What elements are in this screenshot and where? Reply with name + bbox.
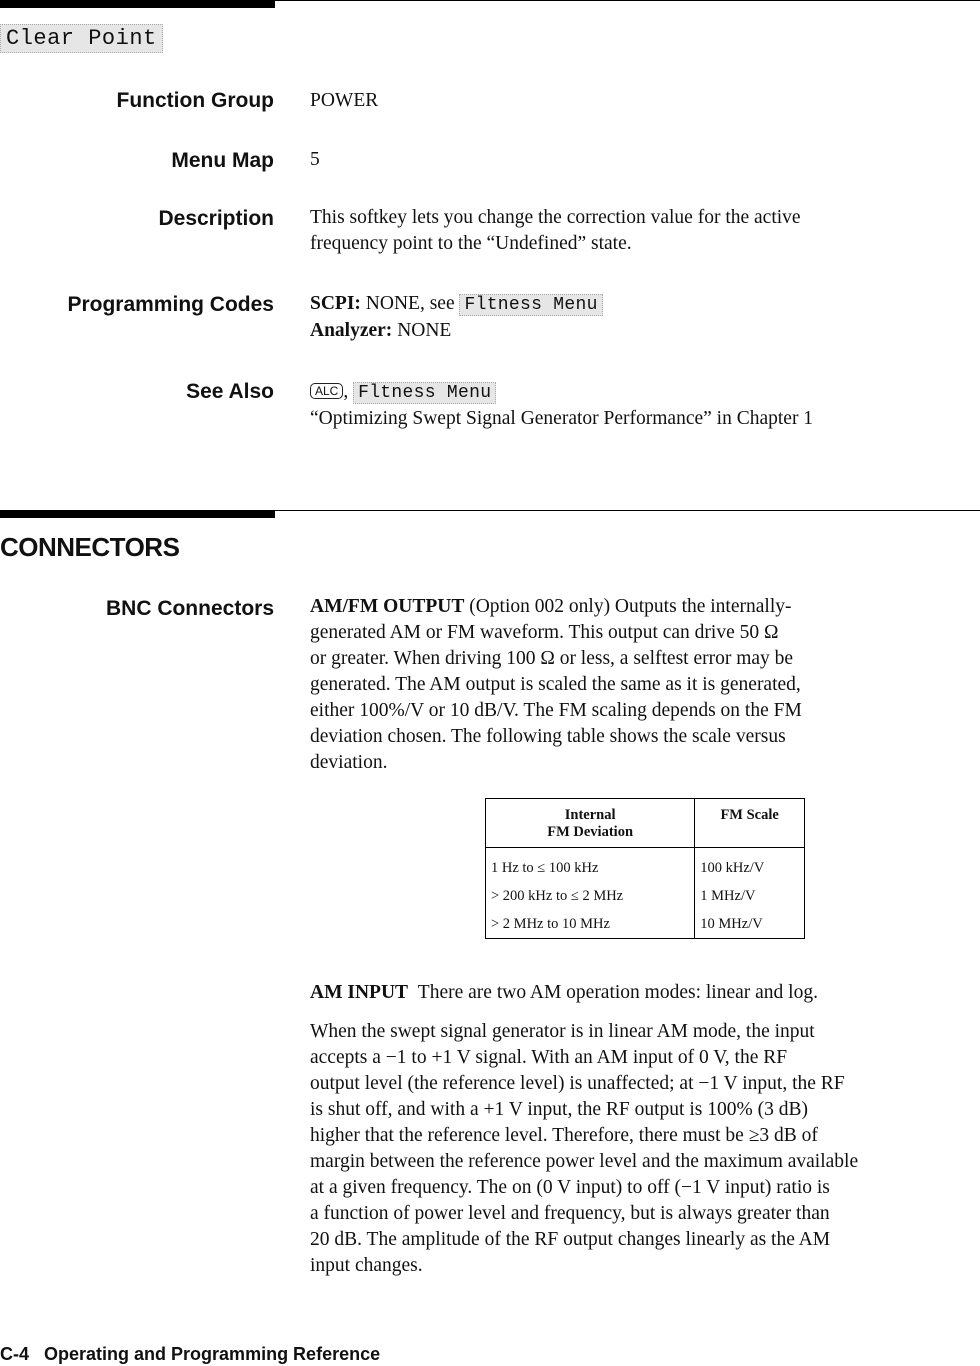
paragraph-line: output level (the reference level) is unaffected; at −1 V input, the RF — [310, 1073, 845, 1094]
scpi-value: NONE, see — [365, 293, 455, 314]
scpi-label: SCPI: — [310, 293, 361, 314]
see-also-reference: “Optimizing Swept Signal Generator Performance” in Chapter 1 — [310, 408, 814, 429]
description-label: Description — [158, 207, 274, 230]
am-input-heading-line — [310, 980, 818, 1006]
see-also-label: See Also — [186, 380, 274, 403]
programming-codes-label: Programming Codes — [67, 293, 274, 316]
table-cell: > 2 MHz to 10 MHz — [491, 915, 610, 932]
paragraph-line: is shut off, and with a +1 V input, the RF output is 100% (3 dB) — [310, 1099, 808, 1120]
am-input-heading: AM INPUT — [310, 982, 409, 1003]
table-cell: 1 Hz to ≤ 100 kHz — [491, 859, 599, 876]
paragraph-line: either 100%/V or 10 dB/V. The FM scaling depends on the FM — [310, 700, 802, 721]
section-rule-thin — [275, 510, 980, 511]
paragraph-line: deviation chosen. The following table shows the scale versus — [310, 726, 786, 747]
paragraph-line: generated AM or FM waveform. This output can drive 50 Ω — [310, 622, 779, 643]
table-row — [486, 910, 805, 939]
am-fm-output-paragraph — [310, 594, 802, 776]
table-cell: > 200 kHz to ≤ 2 MHz — [491, 887, 624, 904]
alc-hardkey: ALC — [310, 383, 343, 399]
paragraph-line: deviation. — [310, 752, 388, 773]
table-row — [486, 848, 805, 883]
programming-codes-text — [310, 291, 603, 344]
table-cell: 1 MHz/V — [695, 882, 805, 910]
paragraph-line: (Option 002 only) Outputs the internally- — [464, 596, 792, 617]
description-line: This softkey lets you change the correction value for the active — [310, 207, 801, 228]
table-cell: 100 kHz/V — [695, 848, 805, 883]
paragraph-line: higher that the reference level. Therefore, there must be ≥3 dB of — [310, 1125, 818, 1146]
menu-map-label: Menu Map — [171, 149, 274, 172]
function-group-value: POWER — [310, 90, 379, 111]
top-rule-thin — [275, 0, 980, 1]
menu-map-value: 5 — [310, 149, 320, 170]
description-text — [310, 205, 801, 257]
paragraph-line: a function of power level and frequency, but is always greater than — [310, 1203, 830, 1224]
table-cell: 10 MHz/V — [695, 910, 805, 939]
top-rule-thick — [0, 0, 275, 8]
am-input-paragraph — [310, 1019, 858, 1279]
paragraph-line: accepts a −1 to +1 V signal. With an AM input of 0 V, the RF — [310, 1047, 788, 1068]
analyzer-value: NONE — [397, 320, 452, 341]
bnc-connectors-label: BNC Connectors — [105, 597, 274, 620]
page-number: C-4 — [0, 1344, 30, 1364]
table-header-scale: FM Scale — [695, 799, 805, 848]
table-row — [486, 882, 805, 910]
analyzer-label: Analyzer: — [310, 320, 393, 341]
paragraph-line: margin between the reference power level and the maximum available — [310, 1151, 859, 1172]
page-footer — [0, 1344, 380, 1365]
am-input-intro: There are two AM operation modes: linear and log. — [417, 982, 818, 1003]
softkey-title: Clear Point — [0, 24, 163, 53]
am-fm-output-heading: AM/FM OUTPUT — [310, 596, 465, 617]
description-line: frequency point to the “Undefined” state. — [310, 233, 632, 254]
fm-scale-table — [485, 798, 805, 939]
footer-title: Operating and Programming Reference — [44, 1344, 381, 1364]
paragraph-line: or greater. When driving 100 Ω or less, a selftest error may be — [310, 648, 794, 669]
fltness-menu-softkey: Fltness Menu — [353, 382, 496, 404]
function-group-label: Function Group — [116, 89, 274, 112]
see-also-text: ALC , Fltness Menu “Optimizing Swept Signal Generator Performance” in Chapter 1 — [310, 378, 813, 432]
table-header-deviation: Internal FM Deviation — [547, 807, 634, 840]
paragraph-line: at a given frequency. The on (0 V input) to off (−1 V input) ratio is — [310, 1177, 830, 1198]
paragraph-line: input changes. — [310, 1255, 423, 1276]
paragraph-line: When the swept signal generator is in linear AM mode, the input — [310, 1021, 815, 1042]
paragraph-line: generated. The AM output is scaled the same as it is generated, — [310, 674, 801, 695]
section-rule-thick — [0, 510, 275, 518]
fltness-menu-softkey: Fltness Menu — [459, 294, 602, 316]
paragraph-line: 20 dB. The amplitude of the RF output changes linearly as the AM — [310, 1229, 831, 1250]
section-title: CONNECTORS — [0, 532, 180, 562]
